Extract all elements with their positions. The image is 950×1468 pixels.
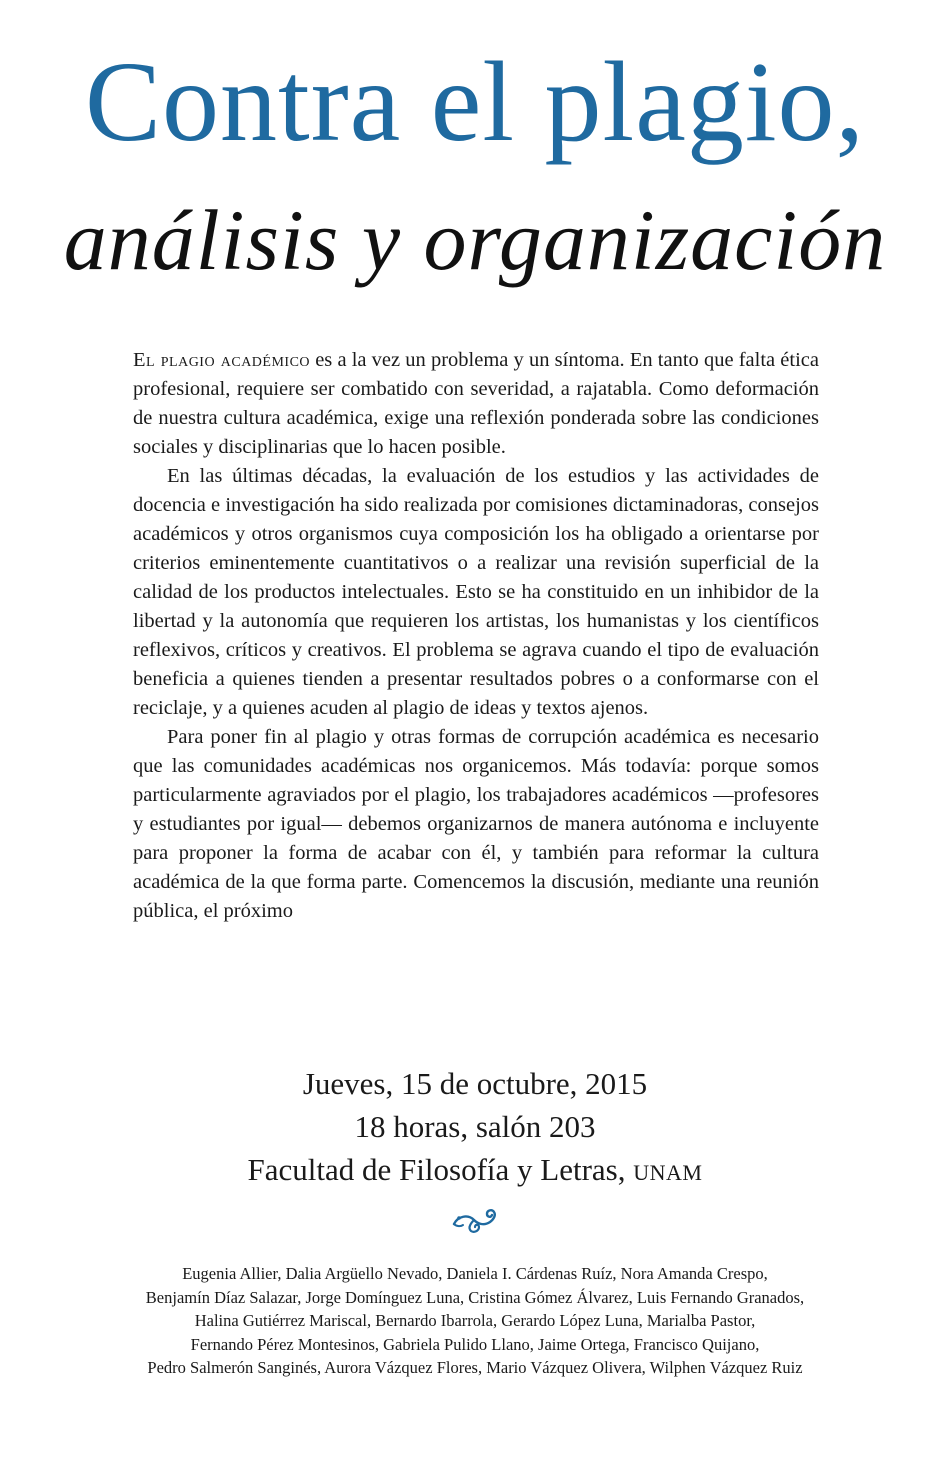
signatories-line: Halina Gutiérrez Mariscal, Bernardo Ibarrola, Gerardo López Luna, Marialba Pastor, <box>194 1311 756 1330</box>
event-place <box>0 1148 950 1191</box>
manifesto-body <box>133 346 819 926</box>
signatories-line: Eugenia Allier, Dalia Argüello Nevado, Daniela I. Cárdenas Ruíz, Nora Amanda Crespo, <box>182 1264 768 1283</box>
event-institution: unam <box>633 1152 703 1187</box>
paragraph-2: En las últimas décadas, la evaluación de los estudios y las actividades de docencia e investigación ha sido realizada por comisiones dictaminadoras, consejos académicos y otros organismos cuya composición los ha obligado a orientarse por criterios eminentemente cuantitativos o a realizar una revisión superficial de la calidad de los productos intelectuales. Esto se ha constituido en un inhibidor de la libertad y la autonomía que requieren los artistas, los humanistas y los científicos reflexivos, críticos y creativos. El problema se agrava cuando el tipo de evaluación beneficia a quienes tienden a presentar resultados pobres o a conformarse con el reciclaje, y a quienes acuden al plagio de ideas y textos ajenos. <box>133 465 819 719</box>
lead-smallcaps: El plagio académico <box>133 349 311 371</box>
signatories-line: Pedro Salmerón Sanginés, Aurora Vázquez Flores, Mario Vázquez Olivera, Wilphen Vázquez Ruiz <box>147 1358 803 1377</box>
event-details <box>0 1062 950 1191</box>
signatories <box>40 1262 910 1380</box>
signatories-line: Fernando Pérez Montesinos, Gabriela Pulido Llano, Jaime Ortega, Francisco Quijano, <box>190 1334 760 1354</box>
event-time-room: 18 horas, salón 203 <box>354 1109 596 1144</box>
paragraph-1 <box>133 346 819 462</box>
event-date: Jueves, 15 de octubre, 2015 <box>302 1066 648 1101</box>
page-subtitle: análisis y organización <box>63 192 887 288</box>
page-title: Contra el plagio, <box>85 38 865 165</box>
paragraph-3: Para poner fin al plagio y otras formas de corrupción académica es necesario que las comunidades académicas nos organicemos. Más todavía: porque somos particularmente agraviados por el plagio, los trabajadores académicos —profesores y estudiantes por igual— debemos organizarnos de manera autónoma e incluyente para proponer la forma de acabar con él, y también para reformar la cultura académica de la que forma parte. Comencemos la discusión, mediante una reunión pública, el próximo <box>133 726 819 922</box>
event-faculty: Facultad de Filosofía y Letras, <box>247 1152 626 1187</box>
fleuron-icon <box>450 1206 500 1234</box>
signatories-line: Benjamín Díaz Salazar, Jorge Domínguez Luna, Cristina Gómez Álvarez, Luis Fernando Granados, <box>145 1287 805 1307</box>
paragraph-1-text: es a la vez un problema y un síntoma. En tanto que falta ética profesional, requiere ser combatido con severidad, a rajatabla. Como deformación de nuestra cultura académica, exige una reflexión ponderada sobre las condiciones sociales y disciplinarias que lo hacen posible. <box>133 349 819 458</box>
